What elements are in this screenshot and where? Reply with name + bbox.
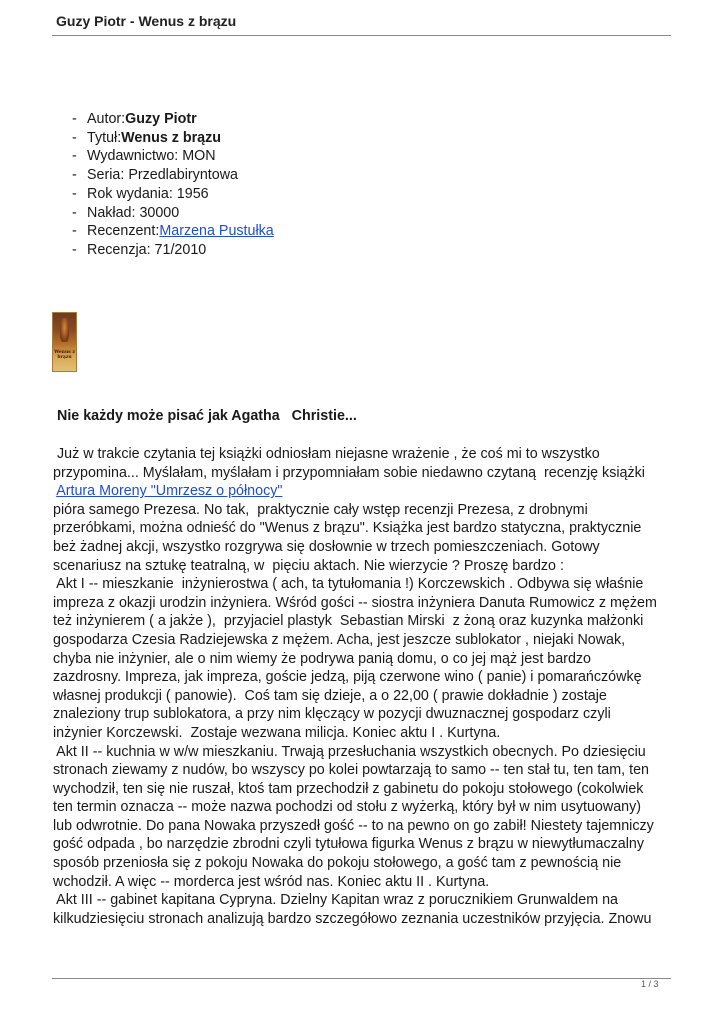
review-headline: Nie każdy może pisać jak Agatha Christie...	[57, 408, 357, 424]
detail-label: Recenzent:	[87, 223, 160, 240]
detail-print-run	[72, 204, 274, 223]
book-cover-image	[52, 312, 77, 372]
page-number: 1 / 3	[641, 979, 659, 989]
body-line: wchodził. A więc -- morderca jest wśród nas. Koniec aktu II . Kurtyna.	[53, 873, 490, 890]
detail-label: Rok wydania: 1956	[87, 185, 209, 202]
body-line: własnej produkcji ( panowie). Coś tam się dzieje, a o 22,00 ( prawie dokładnie ) zostaje	[53, 687, 607, 704]
body-line: ten termin oznacza -- może nazwa pochodzi od stołu z wyżerką, który był w nim usytuowany)	[53, 799, 642, 816]
detail-series	[72, 166, 274, 185]
detail-year	[72, 185, 274, 204]
body-line	[53, 482, 678, 501]
list-bullet: -	[72, 241, 77, 258]
detail-reviewer	[72, 222, 274, 241]
detail-review-number	[72, 241, 274, 260]
body-line: chyba nie inżynier, ale o nim wiemy że podrywa panią domu, o co jej mąż jest bardzo	[53, 650, 591, 667]
list-bullet: -	[72, 223, 77, 240]
detail-label: Nakład: 30000	[87, 204, 180, 221]
review-body	[53, 445, 678, 928]
body-line: inżynier Korczewski. Zostaje wezwana milicja. Koniec aktu I . Kurtyna.	[53, 724, 501, 741]
list-bullet: -	[72, 204, 77, 221]
body-line: Akt III -- gabinet kapitana Cypryna. Dzielny Kapitan wraz z porucznikiem Grunwaldem na	[53, 892, 618, 909]
body-line: sposób przeniosła się z pokoju Nowaka do pokoju stołowego, a gość tam z pewnością nie	[53, 855, 622, 872]
detail-label: Autor:	[87, 111, 126, 127]
body-line: Akt II -- kuchnia w w/w mieszkaniu. Trwają przesłuchania wszystkich obecnych. Po dziesięciu	[53, 743, 646, 760]
header-divider	[52, 35, 671, 36]
body-line: wychodził, ten się nie ruszał, ktoś tam przechodził z gabinetu do pokoju stołowego (cokolwiek	[53, 780, 644, 797]
detail-label: Wydawnictwo: MON	[87, 148, 216, 165]
body-line: beż żadnej akcji, wszystko rozgrywa się dosłownie w trzech pomieszczeniach. Gotowy	[53, 538, 600, 555]
body-line: znaleziony trup sublokatora, a przy nim klęczący w pozycji dwuznacznej gospodarz czyli	[53, 706, 611, 723]
body-line: przeróbkami, można odnieść do "Wenus z brązu". Książka jest bardzo statyczna, praktycznie	[53, 520, 642, 537]
detail-label: Seria: Przedlabiryntowa	[87, 167, 238, 184]
cover-title-text: Wenus z brązu	[54, 350, 75, 360]
list-bullet: -	[72, 167, 77, 184]
list-bullet: -	[72, 111, 77, 127]
body-line: Akt I -- mieszkanie inżynierostwa ( ach, ta tytułomania !) Korczewskich . Odbywa się właśnie	[53, 576, 644, 593]
body-line: stronach ziewamy z nudów, bo wszyscy po kolei powtarzają to samo -- ten stał tu, ten tam, ten	[53, 762, 649, 779]
cover-figure-illustration	[60, 318, 69, 342]
footer-divider	[52, 978, 671, 979]
body-line: gość odpada , bo narzędzie zbrodni czyli tytułowa figurka Wenus z brązu w niewytłumaczalny	[53, 836, 644, 853]
title-value: Wenus z brązu	[121, 129, 221, 146]
detail-label: Tytuł:	[87, 129, 122, 146]
list-bullet: -	[72, 185, 77, 202]
list-bullet: -	[72, 148, 77, 165]
reviewer-link[interactable]: Marzena Pustułka	[159, 223, 274, 240]
body-line: kilkudziesięciu stronach analizują bardzo szczegółowo zeznania uczestników przyjęcia. Znowu	[53, 910, 652, 927]
body-line: gospodarza Czesia Radziejewska z mężem. Acha, jest jeszcze sublokator , niejaki Nowak,	[53, 631, 626, 648]
body-line: lub odwrotnie. Do pana Nowaka przyszedł gość -- to na pewno on go zabił! Niestety tajemniczy	[53, 817, 654, 834]
author-value: Guzy Piotr	[125, 111, 197, 127]
body-paragraphs	[53, 501, 678, 929]
book-details-list	[72, 110, 274, 260]
list-bullet: -	[72, 129, 77, 146]
detail-publisher	[72, 147, 274, 166]
detail-label: Recenzja: 71/2010	[87, 241, 207, 258]
body-line: pióra samego Prezesa. No tak, praktycznie cały wstęp recenzji Prezesa, z drobnymi	[53, 501, 588, 518]
detail-title	[72, 129, 274, 148]
body-line: przypomina... Myślałam, myślałam i przypomniałam sobie niedawno czytaną recenzję książki	[53, 464, 645, 481]
body-line: impreza z okazji urodzin inżyniera. Wśród gości -- siostra inżyniera Danuta Rumowicz z mężem	[53, 594, 657, 611]
body-line: Już w trakcie czytania tej książki odniosłam niejasne wrażenie , że coś mi to wszystko	[53, 446, 600, 462]
body-line: scenariusz na sztukę teatralną, w pięciu aktach. Nie wierzycie ? Proszę bardzo :	[53, 557, 564, 574]
body-line: zazdrosny. Impreza, jak impreza, goście jedzą, piją czerwone wino ( panie) i pomarańczówkę	[53, 669, 642, 686]
related-review-link[interactable]: Artura Moreny "Umrzesz o północy"	[56, 483, 283, 500]
document-header-title: Guzy Piotr - Wenus z brązu	[56, 13, 237, 29]
body-line: też inżynierem ( a jakże ), przyjaciel plastyk Sebastian Mirski z żoną oraz kuzynka małżonki	[53, 613, 644, 630]
detail-author	[72, 110, 274, 129]
